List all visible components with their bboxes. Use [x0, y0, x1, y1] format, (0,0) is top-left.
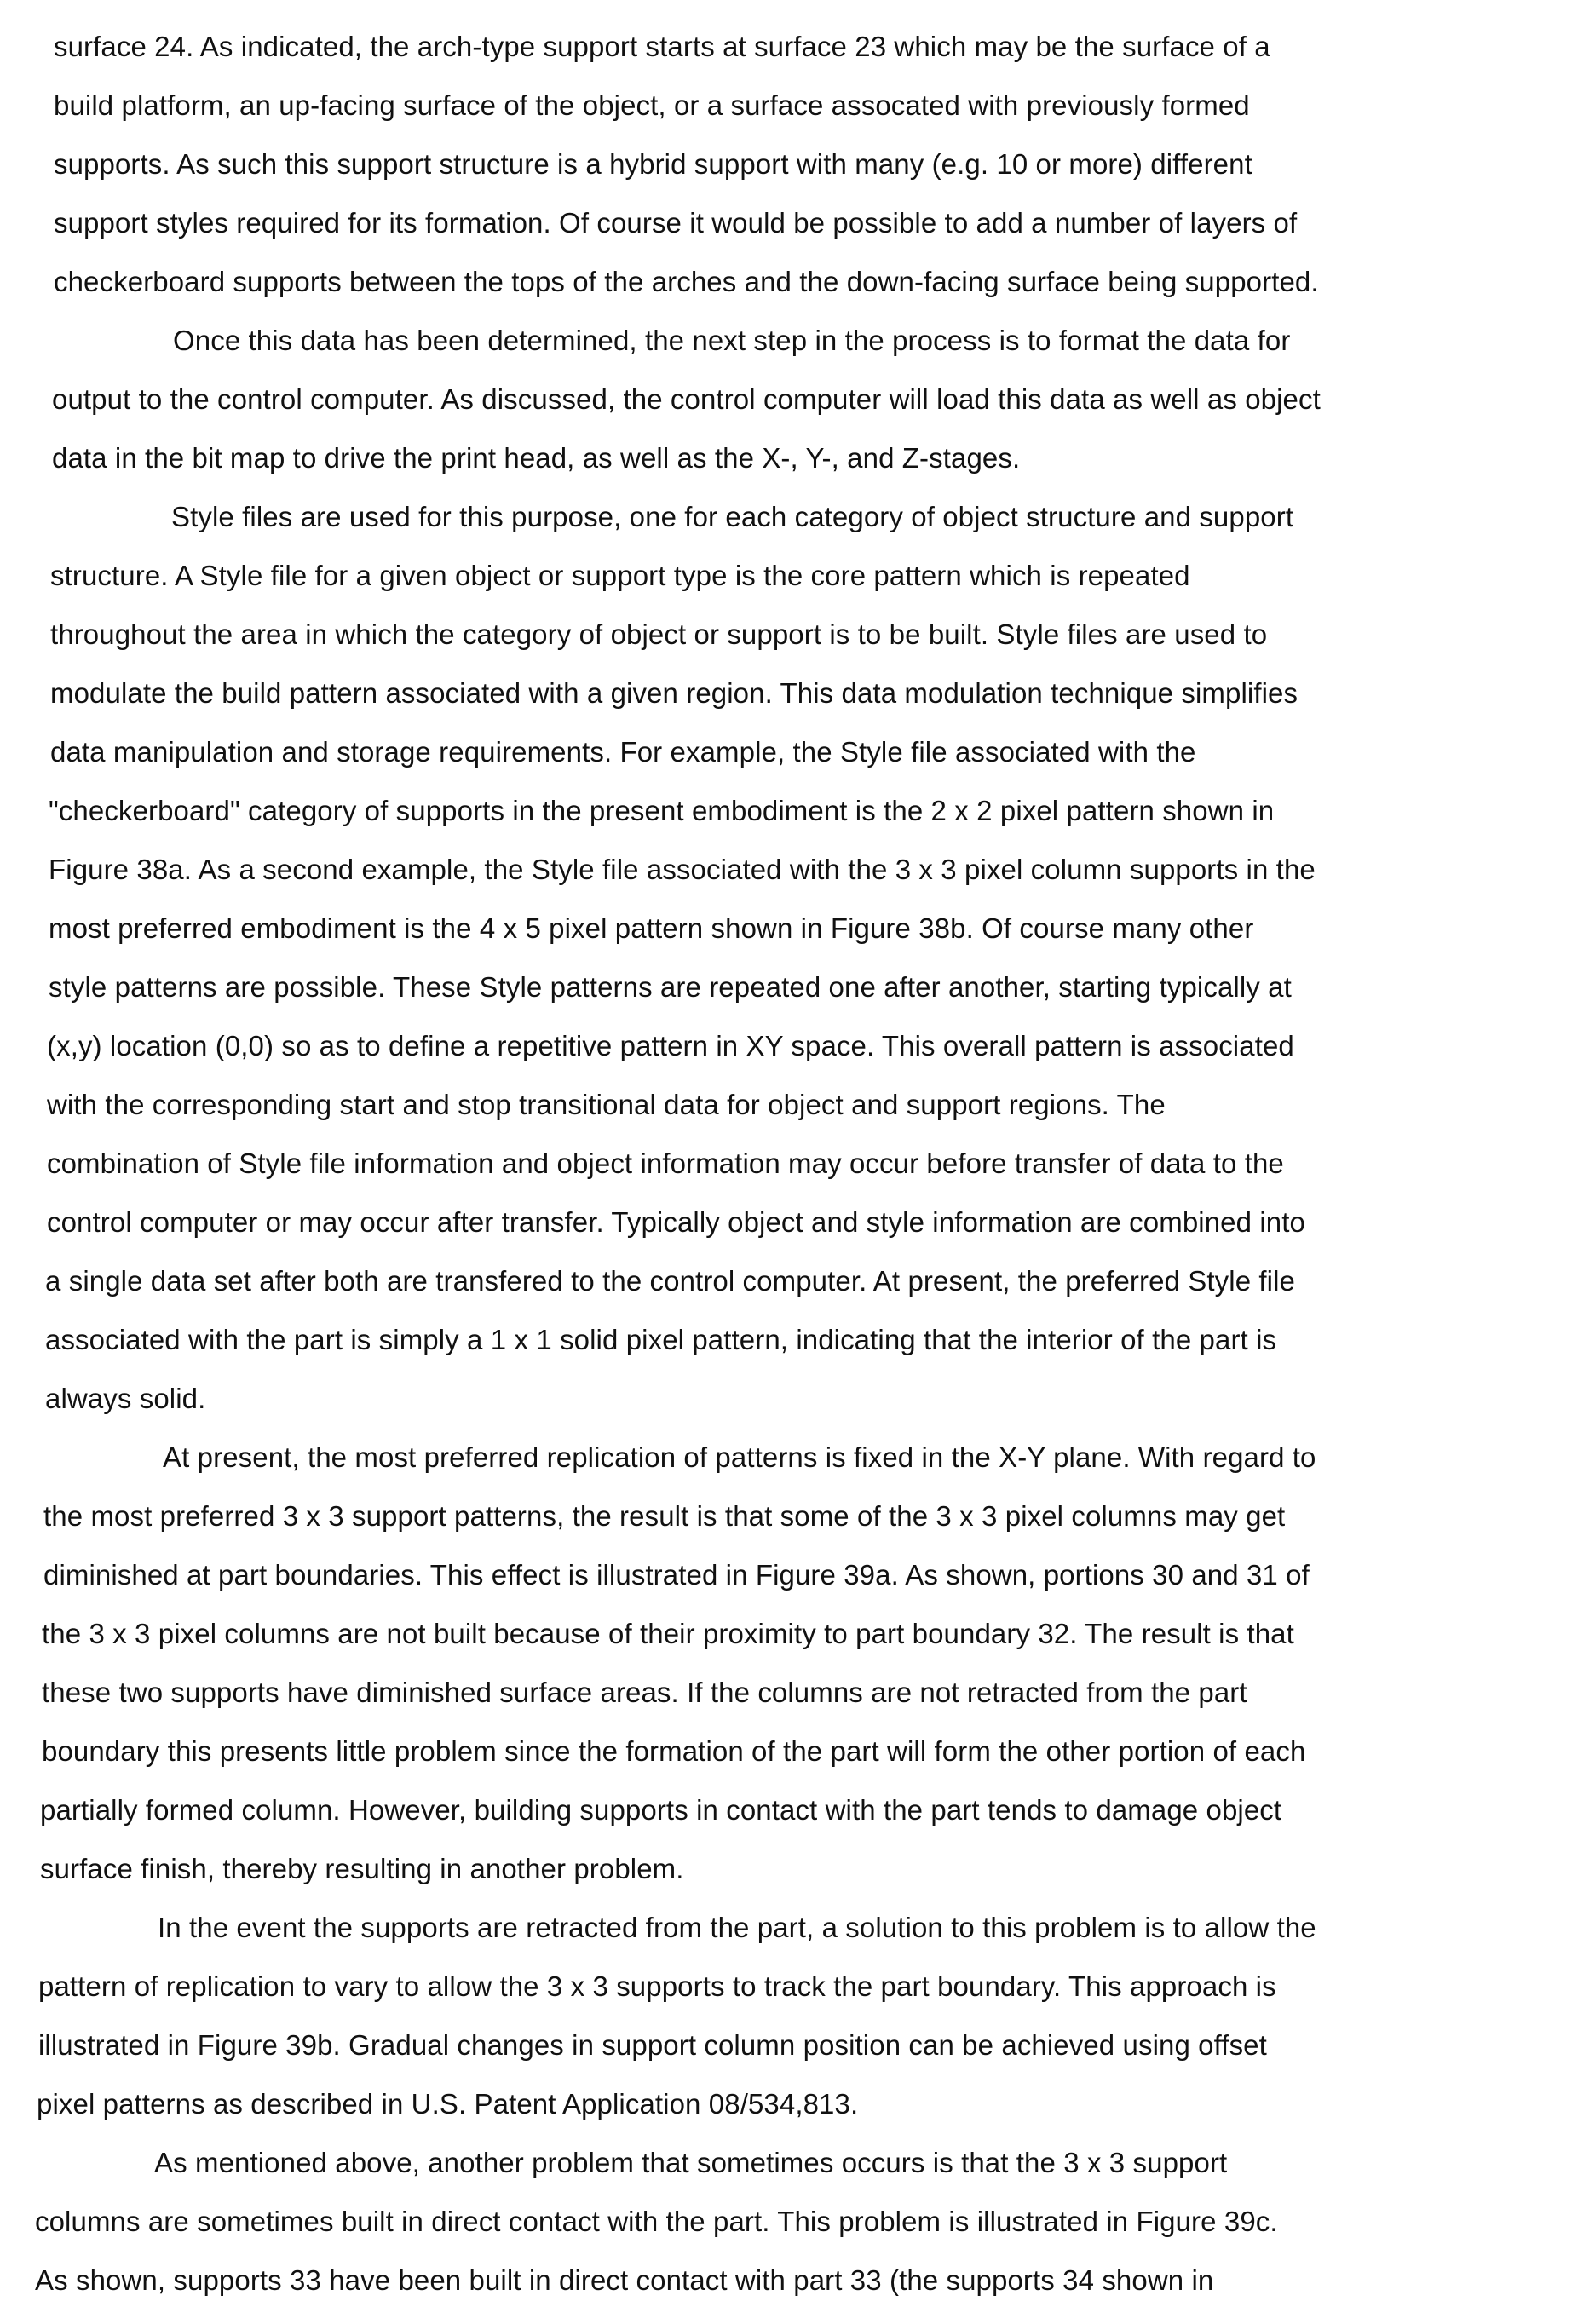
- text-line: associated with the part is simply a 1 x 1 solid pixel pattern, indicating that the interior of the part is: [45, 1326, 1276, 1354]
- document-page: [0, 0, 1595, 2324]
- text-line: boundary this presents little problem since the formation of the part will form the other portion of each: [42, 1737, 1305, 1765]
- text-line: control computer or may occur after transfer. Typically object and style information are combined into: [47, 1208, 1305, 1236]
- text-line: Figure 38a. As a second example, the Style file associated with the 3 x 3 pixel column supports in the: [49, 855, 1316, 883]
- text-line: surface 24. As indicated, the arch-type support starts at surface 23 which may be the surface of a: [54, 32, 1270, 60]
- text-line: partially formed column. However, building supports in contact with the part tends to damage object: [40, 1796, 1281, 1824]
- text-line: these two supports have diminished surface areas. If the columns are not retracted from the part: [42, 1678, 1247, 1706]
- text-line: output to the control computer. As discussed, the control computer will load this data as well as object: [52, 385, 1321, 413]
- text-line: Once this data has been determined, the next step in the process is to format the data for: [173, 326, 1290, 354]
- text-line: modulate the build pattern associated with a given region. This data modulation technique simplifies: [50, 679, 1298, 707]
- text-line: In the event the supports are retracted from the part, a solution to this problem is to allow the: [158, 1913, 1316, 1941]
- text-line: a single data set after both are transfered to the control computer. At present, the preferred Style file: [45, 1267, 1295, 1295]
- text-line: throughout the area in which the category of object or support is to be built. Style files are used to: [50, 620, 1267, 648]
- text-line: data in the bit map to drive the print head, as well as the X-, Y-, and Z-stages.: [52, 444, 1020, 472]
- text-line: support styles required for its formation. Of course it would be possible to add a number of layers of: [54, 209, 1297, 237]
- text-line: pixel patterns as described in U.S. Patent Application 08/534,813.: [37, 2090, 858, 2118]
- text-line: supports. As such this support structure is a hybrid support with many (e.g. 10 or more) different: [54, 150, 1252, 178]
- text-line: Style files are used for this purpose, one for each category of object structure and support: [171, 503, 1293, 531]
- text-line: combination of Style file information and object information may occur before transfer of data to the: [47, 1149, 1284, 1177]
- text-line: structure. A Style file for a given object or support type is the core pattern which is repeated: [50, 561, 1190, 590]
- text-line: the most preferred 3 x 3 support patterns, the result is that some of the 3 x 3 pixel columns may get: [43, 1502, 1285, 1530]
- text-line: checkerboard supports between the tops of the arches and the down-facing surface being supported.: [54, 267, 1319, 296]
- text-line: always solid.: [45, 1384, 205, 1412]
- text-line: "checkerboard" category of supports in the present embodiment is the 2 x 2 pixel pattern shown in: [49, 797, 1274, 825]
- text-line: data manipulation and storage requirements. For example, the Style file associated with the: [50, 738, 1196, 766]
- text-line: illustrated in Figure 39b. Gradual changes in support column position can be achieved using offset: [38, 2031, 1267, 2059]
- text-line: diminished at part boundaries. This effect is illustrated in Figure 39a. As shown, portions 30 and 31 of: [43, 1561, 1310, 1589]
- text-line: At present, the most preferred replication of patterns is fixed in the X-Y plane. With regard to: [163, 1443, 1316, 1471]
- text-line: the 3 x 3 pixel columns are not built because of their proximity to part boundary 32. The result is that: [42, 1619, 1294, 1648]
- text-line: most preferred embodiment is the 4 x 5 pixel pattern shown in Figure 38b. Of course many other: [49, 914, 1253, 942]
- text-line: pattern of replication to vary to allow the 3 x 3 supports to track the part boundary. This approach is: [38, 1972, 1276, 2000]
- text-line: As mentioned above, another problem that sometimes occurs is that the 3 x 3 support: [154, 2149, 1227, 2177]
- text-line: As shown, supports 33 have been built in direct contact with part 33 (the supports 34 shown in: [35, 2266, 1213, 2294]
- text-line: style patterns are possible. These Style patterns are repeated one after another, starting typically at: [49, 973, 1292, 1001]
- text-line: build platform, an up-facing surface of the object, or a surface assocated with previously formed: [54, 91, 1250, 119]
- text-line: surface finish, thereby resulting in another problem.: [40, 1855, 684, 1883]
- text-line: columns are sometimes built in direct contact with the part. This problem is illustrated in Figure 39c.: [35, 2207, 1278, 2235]
- text-line: (x,y) location (0,0) so as to define a repetitive pattern in XY space. This overall pattern is associated: [47, 1032, 1294, 1060]
- text-line: with the corresponding start and stop transitional data for object and support regions. The: [47, 1090, 1166, 1119]
